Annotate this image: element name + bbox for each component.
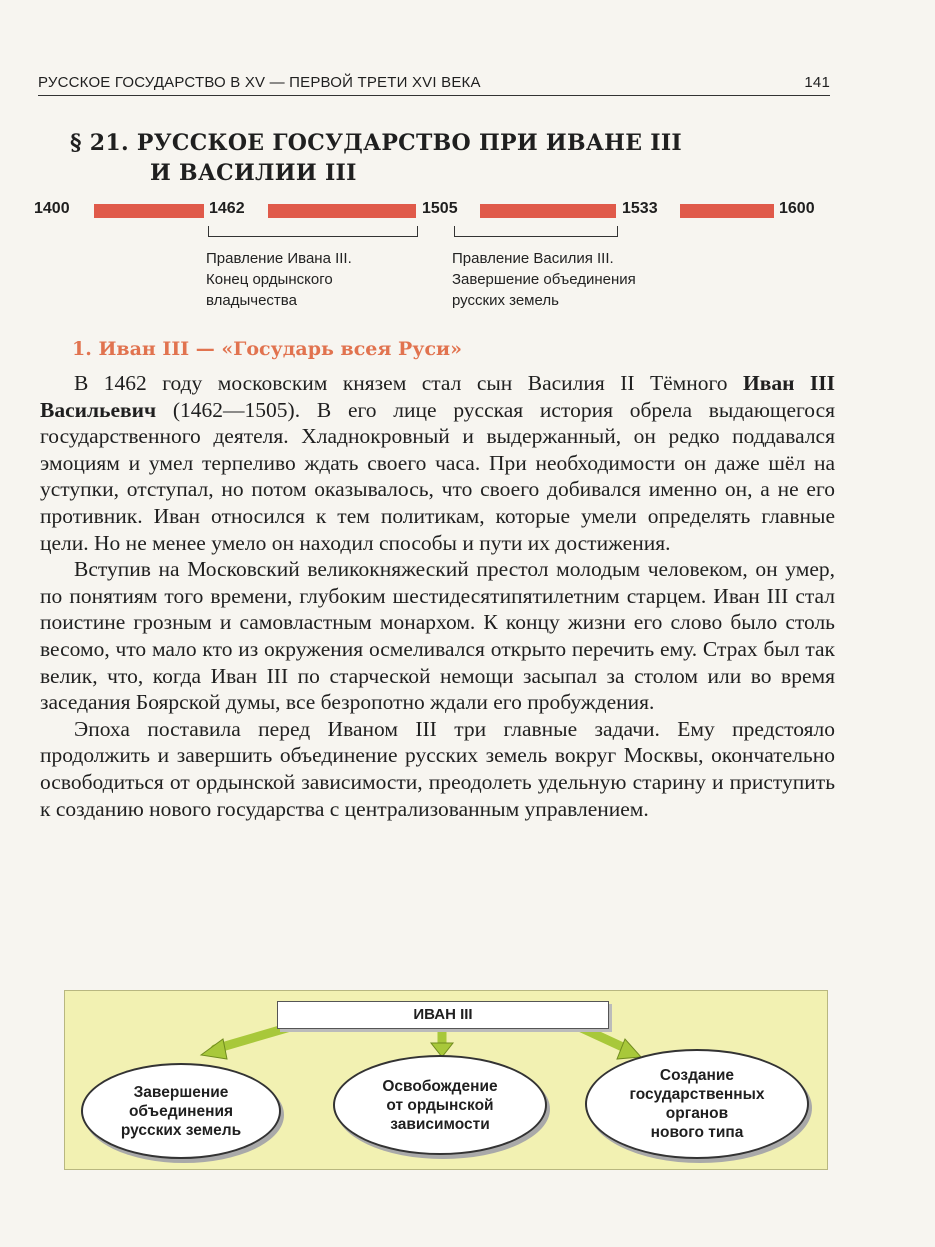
bold-name: Иван III Васильевич (40, 371, 835, 422)
timeline-year-1462: 1462 (209, 200, 245, 217)
running-header (38, 74, 830, 96)
paragraph-2: Вступив на Московский великокняжеский престол молодым человеком, он умер, по понятиям того времени, глубоким шестидесятипятилетним старцем. Иван III стал поистине грозным и самовластным монархом. К концу жизни его слово было столь весомо, что мало кто из окружения осмеливался открыто перечить ему. Страх был так велик, что, когда Иван III по старческой немощи засыпал за столом или во время заседания Боярской думы, все безропотно ждали его пробуждения. (40, 557, 835, 715)
timeline-year-1505: 1505 (422, 200, 458, 217)
timeline-bar (268, 204, 416, 218)
subsection-heading: 1. Иван III — «Государь всея Руси» (72, 338, 462, 360)
running-title: РУССКОЕ ГОСУДАРСТВО В XV — ПЕРВОЙ ТРЕТИ XVI ВЕКА (38, 74, 481, 91)
page-number: 141 (804, 74, 830, 91)
timeline-caption-ivan: Правление Ивана III. Конец ордынского владычества (206, 250, 352, 309)
paragraph-1: В 1462 году московским князем стал сын Василия II Тёмного Иван III Васильевич (1462—1505). В его лице русская история обрела выдающегося государственного деятеля. Хладнокровный и выдержанный, он редко поддавался эмоциям и умел терпеливо ждать своего часа. При необходимости он даже шёл на уступки, отступал, но потом оказывалось, что своего добивался именно он, а не его противник. Иван относился к тем политикам, которые умели определять главные цели. Но не менее умело он находил способы и пути их достижения. (40, 371, 835, 555)
timeline-bracket-ivan (208, 226, 418, 237)
task-oval-new-state: Создание государственных органов нового типа (585, 1049, 809, 1159)
body-text (40, 370, 835, 822)
timeline-caption-vasily: Правление Василия III. Завершение объединения русских земель (452, 250, 636, 309)
timeline-bar (680, 204, 774, 218)
section-title-line2: И ВАСИЛИИ III (150, 160, 357, 186)
timeline (34, 198, 834, 318)
arrow-left-head (201, 1039, 227, 1059)
section-title (70, 128, 770, 188)
task-oval-unification: Завершение объединения русских земель (81, 1063, 281, 1159)
section-title-line1: § 21. РУССКОЕ ГОСУДАРСТВО ПРИ ИВАНЕ III (70, 130, 683, 156)
timeline-year-1600: 1600 (779, 200, 815, 217)
timeline-year-1400: 1400 (34, 200, 70, 217)
task-oval-liberation: Освобождение от ордынской зависимости (333, 1055, 547, 1155)
paragraph-3: Эпоха поставила перед Иваном III три главные задачи. Ему предстояло продолжить и завершить объединение русских земель вокруг Москвы, окончательно освободиться от ордынской зависимости, преодолеть удельную старину и приступить к созданию нового государства с централизованным управлением. (40, 716, 835, 821)
timeline-bar (94, 204, 204, 218)
timeline-year-1533: 1533 (622, 200, 658, 217)
tasks-diagram (64, 990, 828, 1170)
diagram-title: ИВАН III (277, 1001, 609, 1029)
timeline-bracket-vasily (454, 226, 618, 237)
timeline-bar (480, 204, 616, 218)
